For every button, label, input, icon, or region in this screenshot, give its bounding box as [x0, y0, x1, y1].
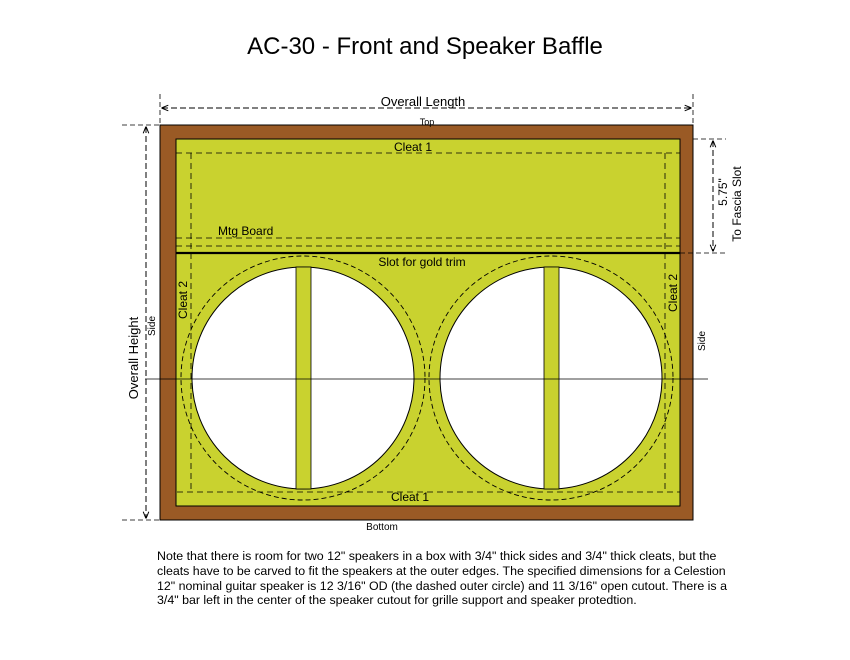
speaker-right-support-bar: [544, 267, 559, 489]
note-text: [157, 549, 727, 608]
page-title: AC-30 - Front and Speaker Baffle: [247, 33, 603, 60]
overall-height-label: Overall Height: [126, 316, 141, 400]
cleat2-right-label: Cleat 2: [666, 273, 680, 313]
cleat2-left-label: Cleat 2: [176, 280, 190, 320]
cleat1-bottom-label: Cleat 1: [390, 490, 430, 504]
speaker-left-support-bar: [296, 267, 311, 489]
overall-length-label: Overall Length: [380, 94, 466, 109]
note-paragraph: Note that there is room for two 12" speakers in a box with 3/4" thick sides and 3/4" thick cleats, but the cleats have to be carved to fit the speakers at the outer edges. The specified dimensions for a Celestion 12" nominal guitar speaker is 12 3/16" OD (the dashed outer circle) and 11 3/16" open cutout. There is a 3/4" bar left in the center of the speaker cutout for grille support and speaker protedtion.: [157, 549, 727, 608]
bottom-label: Bottom: [366, 522, 398, 533]
cleat1-top-label: Cleat 1: [393, 140, 433, 154]
gold-trim-label: Slot for gold trim: [378, 255, 466, 269]
top-label: Top: [419, 117, 435, 127]
side-right-label: Side: [697, 330, 708, 352]
side-left-label: Side: [147, 315, 158, 337]
fascia-dimension-text: To Fascia Slot: [730, 166, 744, 242]
mtg-board-label: Mtg Board: [218, 224, 274, 238]
fascia-dimension-value: 5.75": [716, 178, 730, 206]
